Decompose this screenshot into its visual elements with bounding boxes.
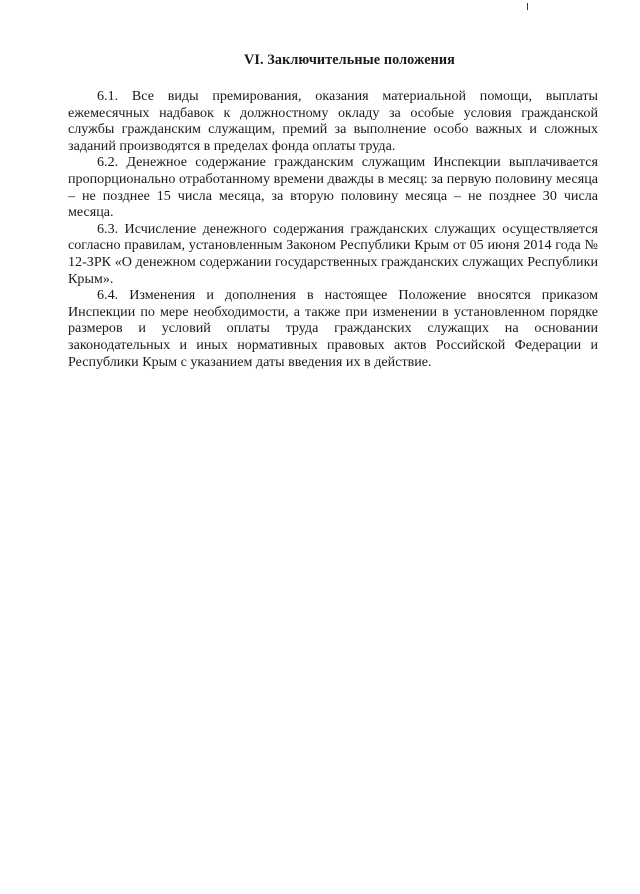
paragraph-6-4: 6.4. Изменения и дополнения в настоящее Положение вносятся приказом Инспекции по мере необходимости, а также при изменении в установленном порядке размеров и условий оплаты труда гражданских служащих на основании законодательных и иных нормативных правовых актов Российской Федерации и Республики Крым с указанием даты введения их в действие. bbox=[68, 287, 598, 370]
paragraph-6-1: 6.1. Все виды премирования, оказания материальной помощи, выплаты ежемесячных надбавок к должностному окладу за особые условия гражданской службы гражданским служащим, премий за выполнение особо важных и сложных заданий производятся в пределах фонда оплаты труда. bbox=[68, 88, 598, 154]
document-page bbox=[68, 52, 598, 370]
paragraph-6-2: 6.2. Денежное содержание гражданским служащим Инспекции выплачивается пропорционально отработанному времени дважды в месяц: за первую половину месяца – не позднее 15 числа месяца, за вторую половину месяца – не позднее 30 числа месяца. bbox=[68, 154, 598, 221]
section-title: VI. Заключительные положения bbox=[244, 52, 455, 68]
scan-artifact-mark bbox=[527, 3, 528, 10]
paragraph-6-3: 6.3. Исчисление денежного содержания гражданских служащих осуществляется согласно правилам, установленным Законом Республики Крым от 05 июня 2014 года № 12-ЗРК «О денежном содержании государственных гражданских служащих Республики Крым». bbox=[68, 220, 598, 287]
